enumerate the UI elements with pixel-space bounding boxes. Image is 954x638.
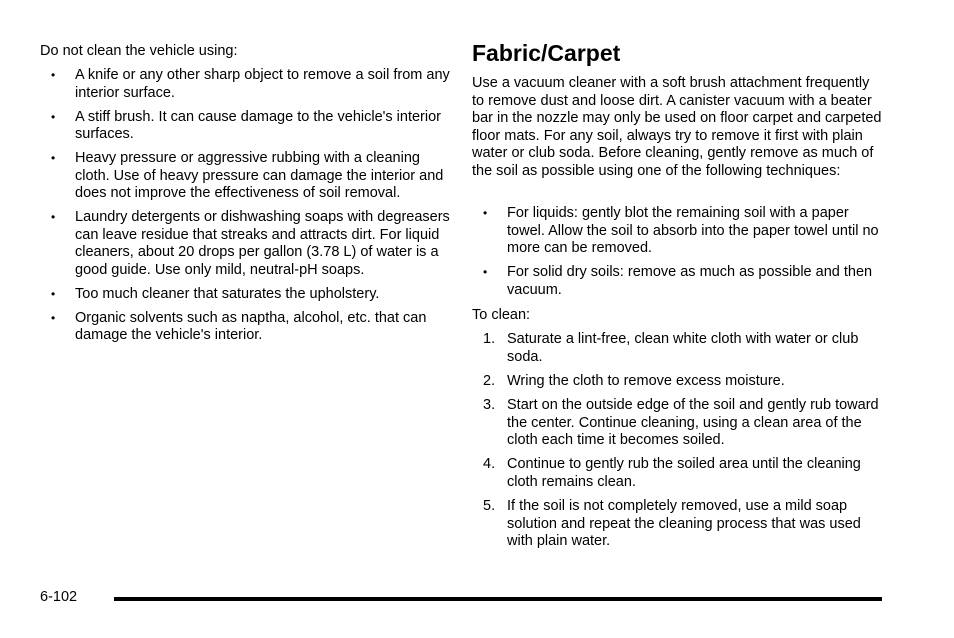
list-item [40, 209, 450, 279]
intro-paragraph: Use a vacuum cleaner with a soft brush attachment frequently to remove dust and loose dirt. A canister vacuum with a beater bar in the nozzle may only be used on floor carpet and carpeted floor mats. For any soil, always try to remove it first with plain water or club soda. Before cleaning, gently remove as much of the soil as possible using one of the following techniques: [472, 75, 882, 179]
bullet-icon: • [483, 265, 488, 280]
technique-list [472, 205, 882, 306]
step-item [472, 397, 882, 450]
list-item [40, 286, 450, 304]
bullet-text: A knife or any other sharp object to remove a soil from any interior surface. [75, 67, 450, 101]
section-heading: Fabric/Carpet [472, 40, 621, 66]
step-text: Continue to gently rub the soiled area until the cleaning cloth remains clean. [507, 456, 861, 490]
bullet-text: A stiff brush. It can cause damage to the vehicle's interior surfaces. [75, 108, 442, 143]
bullet-icon: • [51, 151, 56, 166]
bullet-icon: • [483, 206, 488, 220]
bullet-icon: • [51, 310, 56, 325]
bullet-text: Too much cleaner that saturates the upholstery. [75, 285, 380, 302]
list-item [472, 264, 882, 299]
step-number: 1. [483, 331, 496, 347]
list-item [40, 310, 450, 345]
footer-divider [114, 597, 882, 601]
step-number: 3. [483, 396, 496, 413]
bullet-text: Heavy pressure or aggressive rubbing with a cleaning cloth. Use of heavy pressure can damage the interior and does not improve the effectiveness of soil removal. [75, 150, 444, 202]
step-number: 2. [483, 372, 496, 389]
bullet-icon: • [51, 68, 56, 82]
to-clean-label: To clean: [472, 307, 531, 323]
bullet-text: For solid dry soils: remove as much as possible and then vacuum. [507, 264, 873, 298]
step-item [472, 498, 882, 551]
list-item [472, 205, 882, 258]
step-item [472, 331, 882, 366]
bullet-icon: • [51, 109, 56, 124]
bullet-text: For liquids: gently blot the remaining soil with a paper towel. Allow the soil to absorb into the paper towel until no more can be removed. [507, 205, 879, 257]
bullet-text: Laundry detergents or dishwashing soaps with degreasers can leave residue that streaks and attracts dirt. For liquid cleaners, about 20 drops per gallon (3.78 L) of water is a good guide. Use only mild, neutral-pH soaps. [75, 209, 450, 278]
cleaning-steps [472, 331, 882, 558]
left-bullet-list [40, 67, 450, 352]
step-text: Start on the outside edge of the soil and gently rub toward the center. Continue cleaning, using a clean area of the cloth each time it becomes soiled. [507, 396, 879, 449]
bullet-icon: • [51, 286, 56, 301]
step-item [472, 373, 882, 391]
list-item [40, 109, 450, 144]
list-item [40, 150, 450, 203]
page-number: 6-102 [40, 589, 78, 605]
step-number: 4. [483, 456, 496, 473]
step-text: If the soil is not completely removed, use a mild soap solution and repeat the cleaning process that was used with plain water. [507, 498, 861, 550]
step-text: Wring the cloth to remove excess moisture. [507, 372, 785, 389]
list-item [40, 67, 450, 102]
bullet-text: Organic solvents such as naptha, alcohol, etc. that can damage the vehicle's interior. [75, 309, 427, 344]
step-number: 5. [483, 498, 496, 515]
step-item [472, 456, 882, 491]
left-intro: Do not clean the vehicle using: [40, 43, 238, 59]
step-text: Saturate a lint-free, clean white cloth with water or club soda. [507, 331, 859, 365]
bullet-icon: • [51, 210, 56, 225]
